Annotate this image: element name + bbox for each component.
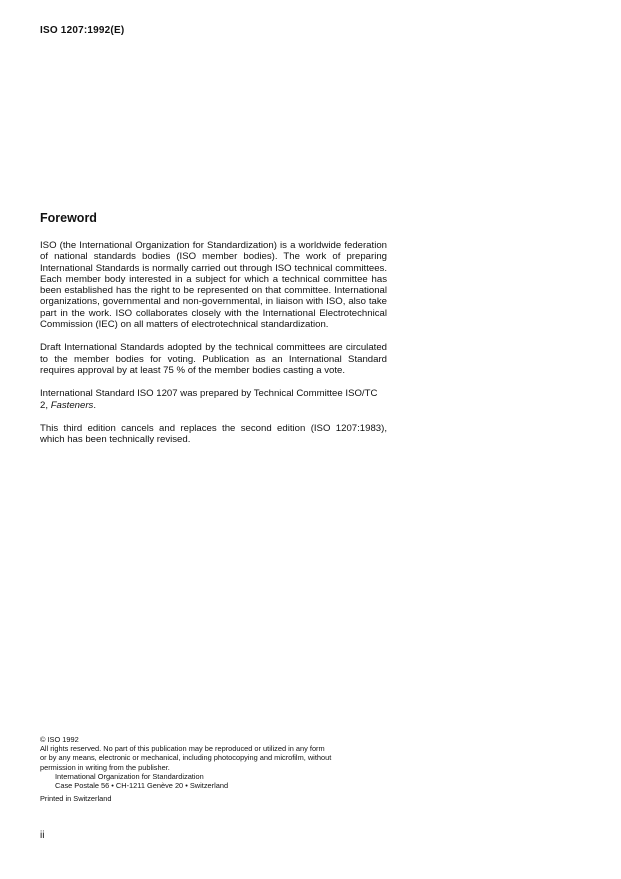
- foreword-paragraph-2: Draft International Standards adopted by the technical committees are circulated to the member bodies for voting. Publication as an International Standard requires approval by at least 75 % of the member bodies casting a vote.: [40, 342, 387, 376]
- foreword-paragraph-4: [40, 423, 387, 446]
- printed-in: Printed in Switzerland: [40, 794, 112, 804]
- copyright-notice: [40, 735, 390, 803]
- copyright-rights-line-3: permission in writing from the publisher.: [40, 762, 170, 772]
- foreword-paragraph-3-end: .: [93, 399, 97, 411]
- copyright-rights-line-1: All rights reserved. No part of this publication may be reproduced or utilized in any form: [40, 744, 325, 754]
- foreword-body: [40, 240, 387, 457]
- page-number: ii: [40, 830, 45, 841]
- foreword-paragraph-1: ISO (the International Organization for Standardization) is a worldwide federation of national standards bodies (ISO member bodies). The work of preparing International Standards is normally carried out through ISO technical committees. Each member body interested in a subject for which a technical committee has been established has the right to be represented on that committee. International organizations, governmental and non-governmental, in liaison with ISO, also take part in the work. ISO collaborates closely with the International Electrotechnical Commission (IEC) on all matters of electrotechnical standardization.: [40, 240, 387, 331]
- copyright-org-address: Case Postale 56 • CH-1211 Genève 20 • Switzerland: [55, 781, 229, 791]
- copyright-org-name: International Organization for Standardization: [55, 771, 204, 781]
- copyright-symbol-line: © ISO 1992: [40, 735, 79, 744]
- copyright-rights-line-2: or by any means, electronic or mechanical, including photocopying and microfilm, without: [40, 753, 332, 763]
- foreword-paragraph-3-lead: International Standard ISO 1207 was prepared by Technical Committee ISO/TC 2,: [40, 388, 378, 411]
- foreword-paragraph-4-line-1: This third edition cancels and replaces the second edition: [40, 422, 306, 434]
- document-header: ISO 1207:1992(E): [40, 25, 125, 36]
- committee-name: Fasteners: [50, 399, 94, 411]
- foreword-paragraph-4-line-2: (ISO 1207:1983), which has been technically revised.: [40, 422, 387, 446]
- foreword-title: Foreword: [40, 211, 97, 225]
- foreword-paragraph-3: [40, 388, 387, 411]
